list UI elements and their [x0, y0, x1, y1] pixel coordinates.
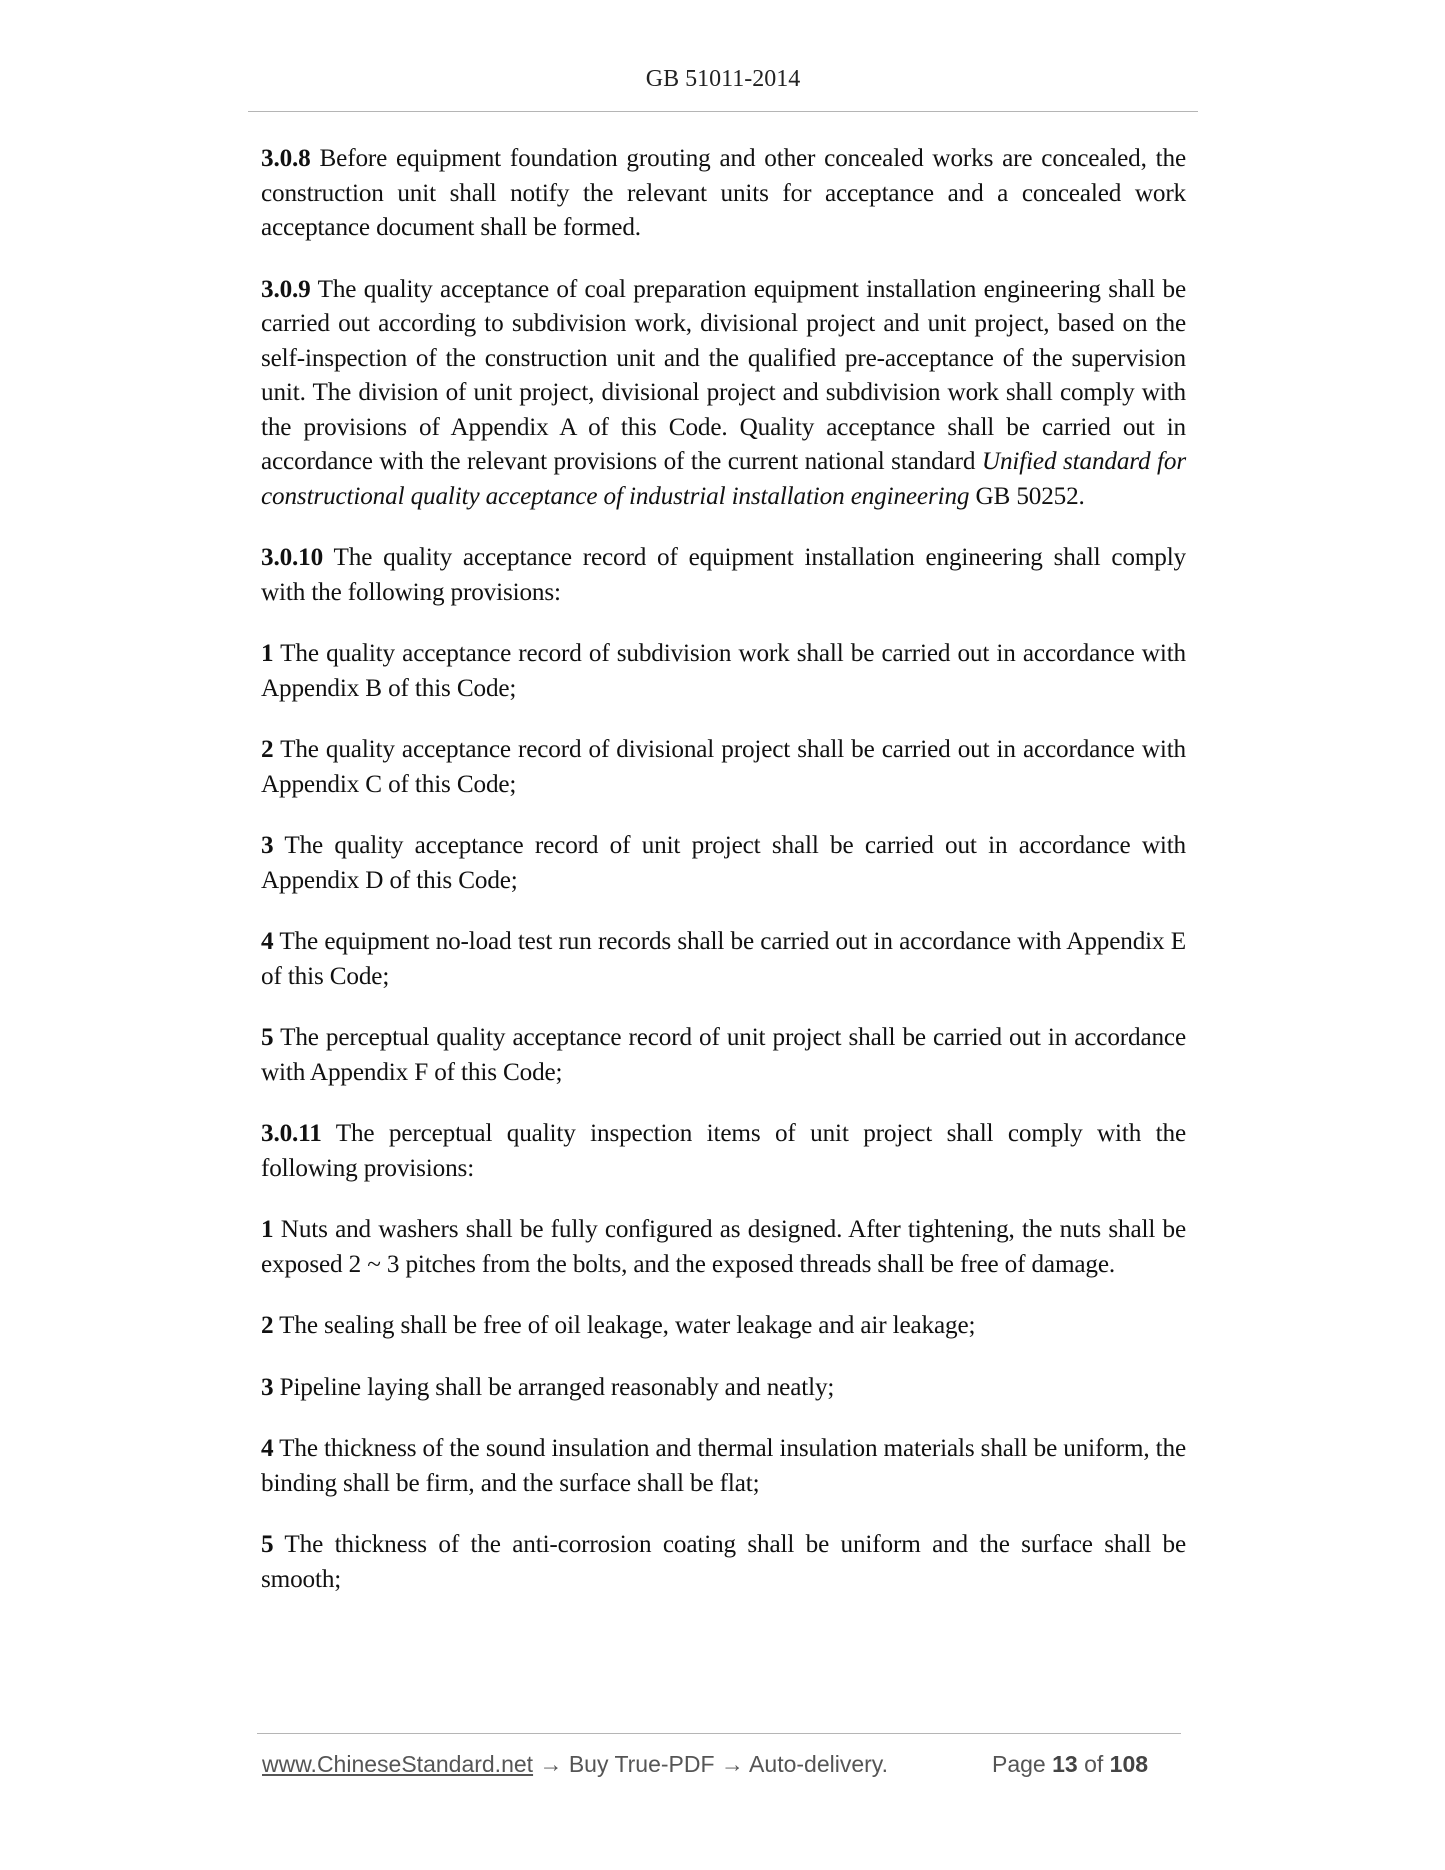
- page-total: 108: [1109, 1751, 1149, 1777]
- document-code-header: GB 51011-2014: [645, 66, 801, 92]
- list-item-3-0-11-5: [261, 1528, 1186, 1597]
- item-text: The thickness of the sound insulation and thermal insulation materials shall be uniform, the binding shall be firm, and the surface shall be flat;: [261, 1435, 1186, 1497]
- item-text: The quality acceptance record of subdivision work shall be carried out in accordance with Appendix B of this Code;: [261, 640, 1186, 702]
- item-number: 5: [261, 1531, 274, 1558]
- item-number: 5: [261, 1024, 274, 1051]
- item-number: 4: [261, 928, 274, 955]
- list-item-3-0-11-4: [261, 1432, 1186, 1501]
- item-number: 3: [261, 832, 274, 859]
- footer-divider: [257, 1733, 1181, 1734]
- list-item-3-0-10-1: [261, 637, 1186, 706]
- clause-3-0-10: [261, 541, 1186, 610]
- list-item-3-0-11-2: [261, 1309, 1186, 1344]
- item-text: The perceptual quality acceptance record of unit project shall be carried out in accordance with Appendix F of this Code;: [261, 1024, 1186, 1086]
- header-divider: [248, 111, 1198, 112]
- clause-number: 3.0.10: [261, 544, 324, 571]
- item-text: The sealing shall be free of oil leakage, water leakage and air leakage;: [273, 1312, 976, 1339]
- clause-text-end: GB 50252.: [969, 482, 1085, 510]
- clause-number: 3.0.8: [261, 145, 311, 172]
- item-number: 2: [261, 736, 274, 763]
- clause-3-0-11: [261, 1117, 1186, 1186]
- item-number: 4: [261, 1435, 274, 1462]
- document-body: [261, 142, 1186, 1624]
- clause-3-0-9: [261, 273, 1186, 515]
- item-number: 1: [261, 1216, 274, 1243]
- item-text: The equipment no-load test run records shall be carried out in accordance with Appendix E of this Code;: [261, 928, 1186, 990]
- list-item-3-0-11-3: [261, 1371, 1186, 1406]
- standard-title: Unified standard for constructional quality acceptance of industrial installation engineering: [261, 448, 1186, 510]
- item-number: 2: [261, 1312, 274, 1339]
- page-footer: [262, 1751, 1182, 1778]
- page-current: 13: [1052, 1751, 1078, 1777]
- list-item-3-0-10-5: [261, 1021, 1186, 1090]
- clause-text: The quality acceptance of coal preparation equipment installation engineering shall be carried out according to subdivision work, divisional project and unit project, based on the self-inspection of the construction unit and the qualified pre-acceptance of the supervision unit. The division of unit project, divisional project and subdivision work shall comply with the provisions of Appendix A of this Code. Quality acceptance shall be carried out in accordance with the relevant provisions of the current national standard: [261, 275, 1186, 475]
- page-label: Page: [992, 1751, 1053, 1777]
- clause-3-0-8: [261, 142, 1186, 246]
- list-item-3-0-11-1: [261, 1213, 1186, 1282]
- clause-text: Before equipment foundation grouting and other concealed works are concealed, the construction unit shall notify the relevant units for acceptance and a concealed work acceptance document shall be formed.: [261, 145, 1186, 241]
- list-item-3-0-10-3: [261, 829, 1186, 898]
- page-of-label: of: [1077, 1751, 1110, 1777]
- clause-number: 3.0.11: [261, 1120, 322, 1147]
- item-text: Pipeline laying shall be arranged reasonably and neatly;: [273, 1373, 835, 1401]
- website-link[interactable]: www.ChineseStandard.net: [262, 1751, 534, 1777]
- clause-text: The quality acceptance record of equipment installation engineering shall comply with the following provisions:: [261, 544, 1186, 606]
- clause-number: 3.0.9: [261, 275, 311, 303]
- clause-text: The perceptual quality inspection items of unit project shall comply with the following provisions:: [261, 1120, 1186, 1182]
- item-text: The thickness of the anti-corrosion coating shall be uniform and the surface shall be smooth;: [261, 1531, 1186, 1593]
- promo-text: → Buy True-PDF → Auto-delivery.: [533, 1751, 888, 1777]
- page-indicator: [992, 1751, 1148, 1778]
- item-text: The quality acceptance record of divisional project shall be carried out in accordance with Appendix C of this Code;: [261, 736, 1186, 798]
- list-item-3-0-10-4: [261, 925, 1186, 994]
- item-text: Nuts and washers shall be fully configured as designed. After tightening, the nuts shall be exposed 2 ~ 3 pitches from the bolts, and the exposed threads shall be free of damage.: [261, 1216, 1186, 1278]
- list-item-3-0-10-2: [261, 733, 1186, 802]
- item-number: 1: [261, 640, 274, 667]
- item-text: The quality acceptance record of unit project shall be carried out in accordance with Appendix D of this Code;: [261, 832, 1186, 894]
- item-number: 3: [261, 1373, 274, 1401]
